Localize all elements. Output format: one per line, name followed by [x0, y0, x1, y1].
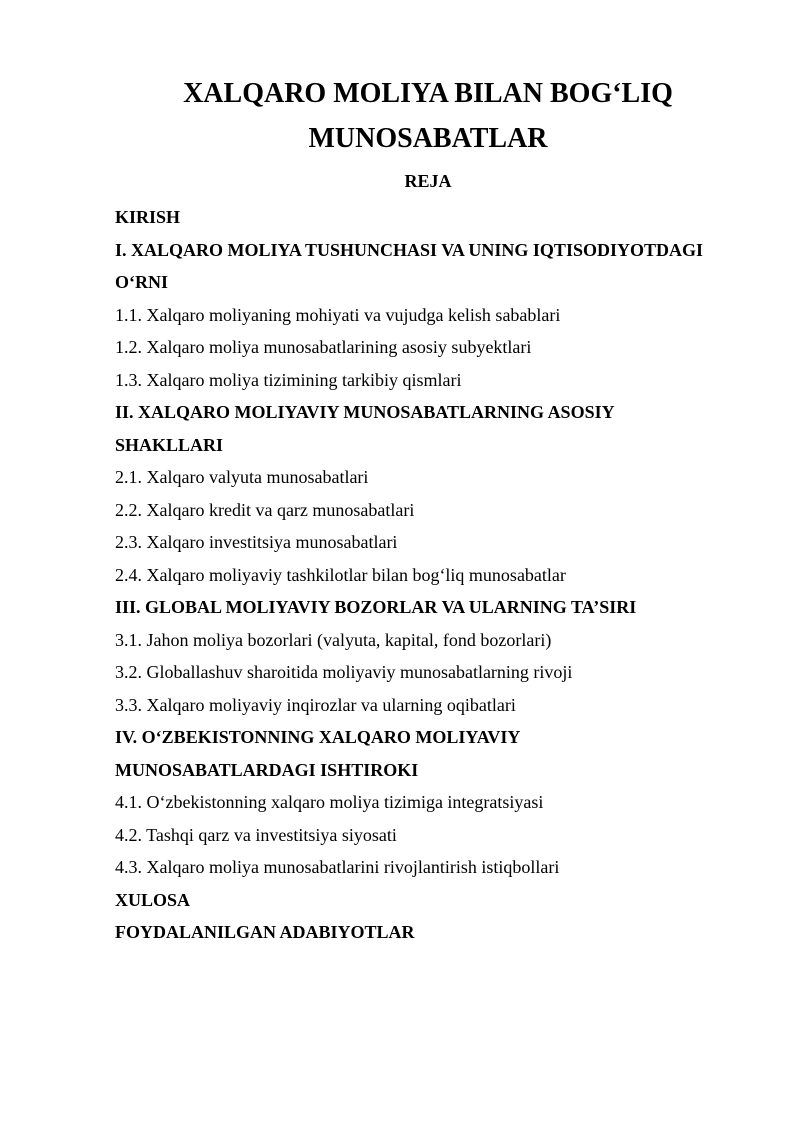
toc-item: 3.1. Jahon moliya bozorlari (valyuta, kapital, fond bozorlari): [115, 629, 552, 650]
toc-item: 4.3. Xalqaro moliya munosabatlarini rivojlantirish istiqbollari: [115, 857, 560, 877]
toc-item: SHAKLLARI: [115, 434, 224, 455]
toc-item: 2.3. Xalqaro investitsiya munosabatlari: [115, 532, 398, 552]
toc-item: XULOSA: [115, 889, 191, 910]
toc-item: 2.1. Xalqaro valyuta munosabatlari: [115, 467, 369, 487]
table-of-contents: [115, 201, 755, 949]
toc-item: MUNOSABATLARDAGI ISHTIROKI: [115, 759, 419, 780]
toc-item: I. XALQARO MOLIYA TUSHUNCHASI VA UNING IQTISODIYOTDAGI: [115, 239, 703, 260]
document-title-line-2: MUNOSABATLAR: [308, 123, 548, 154]
toc-item: 3.2. Globallashuv sharoitida moliyaviy munosabatlarning rivoji: [115, 662, 573, 682]
document-title-line-1: XALQARO MOLIYA BILAN BOG‘LIQ: [183, 78, 673, 109]
toc-item: 4.1. O‘zbekistonning xalqaro moliya tizimiga integratsiyasi: [115, 792, 544, 812]
toc-item: O‘RNI: [115, 272, 168, 292]
toc-item: 4.2. Tashqi qarz va investitsiya siyosati: [115, 824, 397, 845]
plan-heading: REJA: [404, 171, 452, 191]
toc-item: FOYDALANILGAN ADABIYOTLAR: [115, 922, 415, 942]
toc-item: 1.3. Xalqaro moliya tizimining tarkibiy qismlari: [115, 369, 462, 390]
toc-item: 1.1. Xalqaro moliyaning mohiyati va vujudga kelish sabablari: [115, 304, 561, 325]
toc-item: IV. O‘ZBEKISTONNING XALQARO MOLIYAVIY: [115, 727, 521, 747]
toc-item: II. XALQARO MOLIYAVIY MUNOSABATLARNING ASOSIY: [115, 402, 615, 422]
toc-item: 3.3. Xalqaro moliyaviy inqirozlar va ularning oqibatlari: [115, 694, 516, 715]
toc-item: III. GLOBAL MOLIYAVIY BOZORLAR VA ULARNING TA’SIRI: [115, 597, 637, 617]
toc-item: 2.4. Xalqaro moliyaviy tashkilotlar bilan bog‘liq munosabatlar: [115, 564, 566, 585]
toc-item: 1.2. Xalqaro moliya munosabatlarining asosiy subyektlari: [115, 337, 532, 357]
toc-item: KIRISH: [115, 207, 181, 227]
toc-item: 2.2. Xalqaro kredit va qarz munosabatlari: [115, 499, 415, 520]
